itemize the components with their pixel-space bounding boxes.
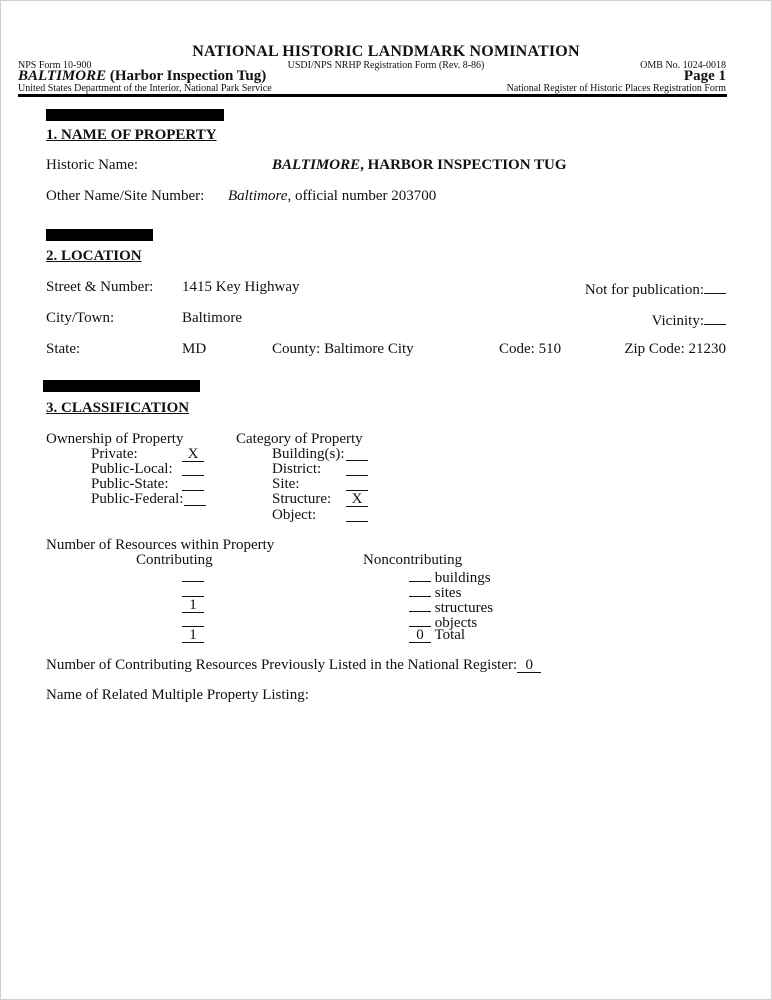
- ownership-heading: Ownership of Property: [46, 431, 184, 447]
- category-building-mark: [346, 446, 368, 461]
- previously-listed-label: Number of Contributing Resources Previously Listed in the National Register:: [46, 657, 518, 673]
- historic-name-value: [272, 157, 567, 174]
- other-name-suffix: , official number 203700: [287, 188, 437, 204]
- category-heading: Category of Property: [236, 431, 363, 447]
- historic-name-vessel: BALTIMORE: [272, 157, 361, 173]
- resource-label-total: Total: [434, 627, 466, 643]
- section-3-bar: [43, 380, 200, 392]
- previously-listed: [46, 657, 541, 674]
- contributing-buildings: [182, 567, 204, 582]
- noncontributing-structures: [409, 597, 431, 612]
- code-text: Code: 510: [499, 341, 562, 357]
- category-structure-label: Structure:: [272, 491, 332, 507]
- not-for-publication-blank: [704, 279, 726, 294]
- noncontributing-buildings: [409, 567, 431, 582]
- noncontributing-sites: [409, 582, 431, 597]
- contributing-sites: [182, 582, 204, 597]
- contributing-heading: Contributing: [136, 552, 213, 568]
- related-listing-label: Name of Related Multiple Property Listing:: [46, 687, 309, 703]
- section-1-title: 1. NAME OF PROPERTY: [46, 127, 217, 143]
- other-name-value: [228, 188, 436, 205]
- resource-label-structures: structures: [434, 600, 494, 616]
- resources-heading: Number of Resources within Property: [46, 537, 275, 553]
- form-title: NATIONAL HISTORIC LANDMARK NOMINATION: [192, 43, 580, 60]
- page-number: Page 1: [683, 68, 726, 84]
- state-value: MD: [182, 341, 207, 357]
- state-label: State:: [46, 341, 81, 357]
- category-district-label: District:: [272, 461, 322, 477]
- historic-name-label: Historic Name:: [46, 157, 139, 173]
- vicinity-label: Vicinity:: [651, 313, 704, 329]
- category-object-mark: [346, 507, 368, 522]
- header-rule: [18, 94, 727, 97]
- noncontributing-objects: [409, 612, 431, 627]
- section-2-bar: [46, 229, 153, 241]
- category-site-label: Site:: [272, 476, 300, 492]
- section-1-bar: [46, 109, 224, 121]
- ownership-public-local-mark: [182, 461, 204, 476]
- ownership-public-local-label: Public-Local:: [91, 461, 173, 477]
- registration-form-version: USDI/NPS NRHP Registration Form (Rev. 8-86): [287, 60, 485, 71]
- street-label: Street & Number:: [46, 279, 154, 295]
- omb-number: OMB No. 1024-0018: [640, 60, 726, 71]
- property-title-name: BALTIMORE: [18, 68, 107, 84]
- resource-label-sites: sites: [434, 585, 462, 601]
- other-name-label: Other Name/Site Number:: [46, 188, 205, 204]
- ownership-public-federal-mark: [184, 491, 206, 506]
- category-site-mark: [346, 476, 368, 491]
- noncontributing-total: 0: [409, 628, 431, 643]
- street-value: 1415 Key Highway: [182, 279, 300, 295]
- ownership-public-state-label: Public-State:: [91, 476, 169, 492]
- not-for-publication-label: Not for publication:: [584, 282, 704, 298]
- register-label: National Register of Historic Places Registration Form: [506, 83, 726, 94]
- county-text: County: Baltimore City: [272, 341, 414, 357]
- category-object-label: Object:: [272, 507, 317, 523]
- ownership-private-label: Private:: [91, 446, 138, 462]
- city-value: Baltimore: [182, 310, 242, 326]
- city-label: City/Town:: [46, 310, 115, 326]
- category-structure-mark: X: [346, 492, 368, 507]
- ownership-public-federal-label: Public-Federal:: [91, 491, 184, 507]
- section-2-title: 2. LOCATION: [46, 248, 142, 264]
- contributing-total: 1: [182, 628, 204, 643]
- category-building-label: Building(s):: [272, 446, 345, 462]
- contributing-structures: 1: [182, 598, 204, 613]
- ownership-private-mark: X: [182, 447, 204, 462]
- resource-label-buildings: buildings: [434, 570, 491, 586]
- form-number: NPS Form 10-900: [18, 60, 92, 71]
- resource-label-objects: objects: [434, 615, 478, 631]
- not-for-publication: [585, 279, 726, 299]
- other-name-vessel: Baltimore: [228, 188, 288, 204]
- zip-text: Zip Code: 21230: [624, 341, 726, 357]
- property-title-suffix: (Harbor Inspection Tug): [106, 68, 267, 84]
- contributing-objects: [182, 612, 204, 627]
- category-district-mark: [346, 461, 368, 476]
- historic-name-suffix: , HARBOR INSPECTION TUG: [360, 157, 567, 173]
- section-3-title: 3. CLASSIFICATION: [46, 400, 190, 416]
- department-label: United States Department of the Interior, National Park Service: [18, 83, 272, 94]
- ownership-public-state-mark: [182, 476, 204, 491]
- vicinity: [652, 310, 726, 330]
- previously-listed-value: 0: [517, 658, 541, 673]
- vicinity-blank: [704, 310, 726, 325]
- noncontributing-heading: Noncontributing: [363, 552, 463, 568]
